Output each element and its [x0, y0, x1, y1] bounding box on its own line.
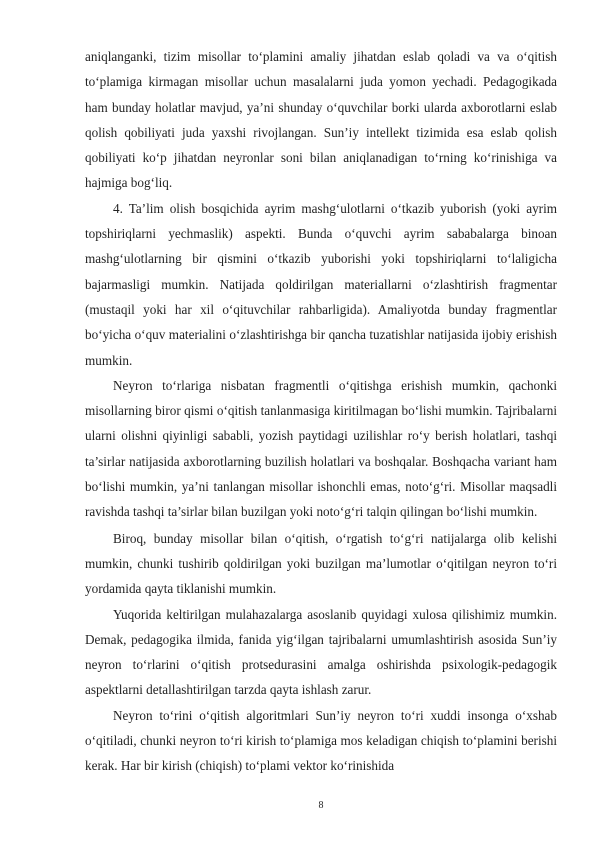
paragraph-fragmentary-training: Neyron to‘rlariga nisbatan fragmentli o‘qitishga erishish mumkin, qachonki misollarning biror qismi o‘qitish tanlanmasiga kiritilmagan bo‘lishi mumkin. Tajribalarni ularni olishni qiyinligi sababli, yozish paytidagi uzilishlar ro‘y berish holatlari, tashqi ta’sirlar natijasida axborotlarning buzilish holatlari va boshqalar. Boshqacha variant ham bo‘lishi mumkin, ya’ni tanlangan misollar ishonchli emas, noto‘g‘ri. Misollar maqsadli ravishda tashqi ta’sirlar bilan buzilgan yoki noto‘g‘ri talqin qilingan bo‘lishi mumkin. — [85, 377, 557, 520]
paragraph-aspect-4: 4. Ta’lim olish bosqichida ayrim mashg‘ulotlarni o‘tkazib yuborish (yoki ayrim topshiriqlarni yechmaslik) aspekti. Bunda o‘quvchi ayrim sababalarga binoan mashg‘ulotlarning bir qismini o‘tkazib yuborishi yoki topshiriqlarni to‘laligicha bajarmasligi mumkin. Natijada qoldirilgan materiallarni o‘zlashtirish fragmentar (mustaqil yoki har xil o‘qituvchilar rahbarligida). Amaliyotda bunday fragmentlar bo‘yicha o‘quv materialini o‘zlashtirishga bir qancha tuzatishlar natijasida ijobiy erishish mumkin. — [85, 200, 557, 368]
paragraph-however: Biroq, bunday misollar bilan o‘qitish, o‘rgatish to‘g‘ri natijalarga olib kelishi mumkin, chunki tushirib qoldirilgan yoki buzilgan ma’lumotlar o‘qitilgan neyron to‘ri yordamida qayta tiklanishi mumkin. — [85, 530, 557, 597]
document-page — [85, 44, 557, 779]
paragraph-training-algorithms: Neyron to‘rini o‘qitish algoritmlari Sun’iy neyron to‘ri xuddi insonga o‘xshab o‘qitiladi, chunki neyron to‘ri kirish to‘plamiga mos keladigan chiqish to‘plamini berishi kerak. Har bir kirish (chiqish) to‘plami vektor ko‘rinishida — [85, 707, 557, 774]
page-number: 8 — [318, 800, 324, 811]
paragraph-conclusion: Yuqorida keltirilgan mulahazalarga asoslanib quyidagi xulosa qilishimiz mumkin. Demak, pedagogika ilmida, fanida yig‘ilgan tajribalarni umumlashtirish asosida Sun’iy neyron to‘rlarini o‘qitish protsedurasini amalga oshirishda psixologik-pedagogik aspektlarni detallashtirilgan tarzda qayta ishlash zarur. — [85, 606, 557, 698]
paragraph-continuation: aniqlanganki, tizim misollar to‘plamini amaliy jihatdan eslab qoladi va va o‘qitish to‘plamiga kirmagan misollar uchun masalalarni juda yomon yechadi. Pedagogikada ham bunday holatlar mavjud, ya’ni shunday o‘quvchilar borki ularda axborotlarni eslab qolish qobiliyati juda yaxshi rivojlangan. Sun’iy intellekt tizimida esa eslab qolish qobiliyati ko‘p jihatdan neyronlar soni bilan aniqlanadigan to‘rning ko‘rinishiga va hajmiga bog‘liq. — [85, 49, 557, 191]
